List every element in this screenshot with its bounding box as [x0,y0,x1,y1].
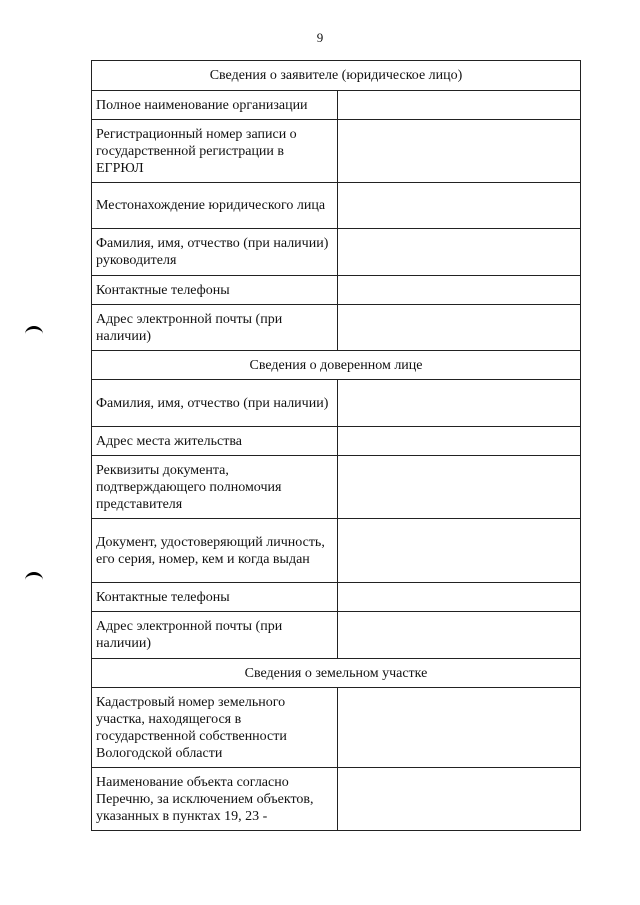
section-title: Сведения о земельном участке [92,659,581,688]
field-label: Фамилия, имя, отчество (при наличии) руководителя [92,229,338,276]
table-row [92,612,581,659]
table-row [92,456,581,519]
section-header-trustee [92,351,581,380]
field-label: Регистрационный номер записи о государственной регистрации в ЕГРЮЛ [92,120,338,183]
table-row [92,120,581,183]
field-value-cell[interactable] [338,120,581,183]
section-header-land-plot [92,659,581,688]
field-value-cell[interactable] [338,229,581,276]
field-value-cell[interactable] [338,612,581,659]
field-label: Контактные телефоны [92,276,338,305]
field-value-cell[interactable] [338,456,581,519]
table-row [92,380,581,427]
table-row [92,305,581,351]
field-label: Кадастровый номер земельного участка, находящегося в государственной собственности Вологодской области [92,688,338,768]
table-row [92,427,581,456]
section-header-applicant [92,61,581,91]
field-value-cell[interactable] [338,768,581,831]
table-row [92,583,581,612]
table-row [92,276,581,305]
field-value-cell[interactable] [338,380,581,427]
field-label: Наименование объекта согласно Перечню, за исключением объектов, указанных в пунктах 19, 23 - [92,768,338,831]
field-label: Полное наименование организации [92,91,338,120]
field-label: Реквизиты документа, подтверждающего полномочия представителя [92,456,338,519]
field-value-cell[interactable] [338,183,581,229]
table-row [92,183,581,229]
field-label: Фамилия, имя, отчество (при наличии) [92,380,338,427]
field-label: Контактные телефоны [92,583,338,612]
table-row [92,688,581,768]
field-value-cell[interactable] [338,91,581,120]
field-value-cell[interactable] [338,305,581,351]
field-label: Адрес электронной почты (при наличии) [92,305,338,351]
field-value-cell[interactable] [338,276,581,305]
field-value-cell[interactable] [338,688,581,768]
field-label: Адрес места жительства [92,427,338,456]
field-value-cell[interactable] [338,583,581,612]
field-label: Документ, удостоверяющий личность, его серия, номер, кем и когда выдан [92,519,338,583]
table-row [92,229,581,276]
application-form-table [91,60,581,831]
table-row [92,91,581,120]
punch-hole-mark [25,572,43,580]
field-value-cell[interactable] [338,427,581,456]
punch-hole-mark [25,326,43,334]
field-label: Местонахождение юридического лица [92,183,338,229]
table-row [92,519,581,583]
field-label: Адрес электронной почты (при наличии) [92,612,338,659]
page-number: 9 [316,30,324,45]
section-title: Сведения о доверенном лице [92,351,581,380]
section-title: Сведения о заявителе (юридическое лицо) [92,61,581,91]
field-value-cell[interactable] [338,519,581,583]
table-row [92,768,581,831]
